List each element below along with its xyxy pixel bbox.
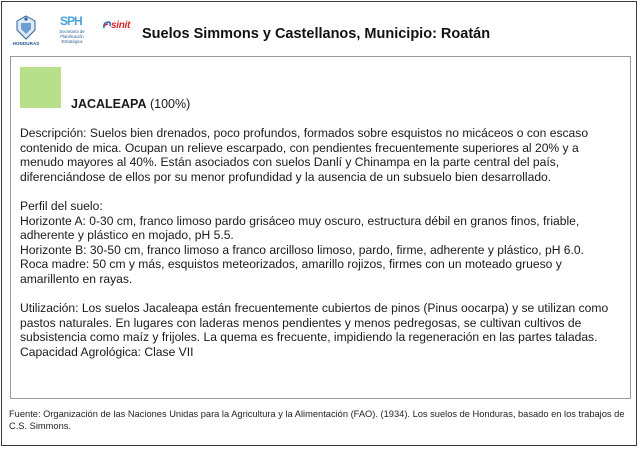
- sinit-logo-text: sinit: [111, 20, 131, 31]
- profile-heading: Perfil del suelo:: [20, 198, 103, 213]
- planning-logo-mark: SPH: [60, 14, 82, 28]
- parent-rock-text: Roca madre: 50 cm y más, esquistos meteorizados, amarillo rojizos, firmes con un moteado grueso y amarillento en rayas.: [20, 257, 562, 286]
- honduras-logo-caption: HONDURAS: [12, 41, 40, 46]
- soil-name-line: [71, 97, 190, 111]
- description-paragraph: Descripción: Suelos bien drenados, poco profundos, formados sobre esquistos no micáceos o con escaso contenido de mica. Ocupan un relieve escarpado, con pendientes frecuentemente superiores al 20% y a menudo mayores al 40%. Están asociados con suelos Danlí y Chinampa en la parte central del país, diferenciándose de ellos por su menor profundidad y la ausencia de un subsuelo bien desarrollado.: [20, 126, 589, 184]
- soil-percent: (100%): [149, 97, 191, 111]
- planning-logo-text: Secretaría de Planificación Estratégica: [59, 29, 85, 44]
- utilization-paragraph: Utilización: Los suelos Jacaleapa están frecuentemente cubiertos de pinos (Pinus oocarpa) y se utilizan como pastos naturales. En lugares con laderas menos pendientes y menos pedregosas, se cultivan cultivos de subsistencia como maíz y frijoles. La quema es frecuente, impidiendo la regeneración en las partes taladas.: [20, 301, 609, 345]
- honduras-seal-logo: [10, 14, 42, 48]
- source-footnote: Fuente: Organización de las Naciones Unidas para la Agricultura y la Alimentación (FAO). (1934). Los suelos de Honduras, basado en los trabajos de C.S. Simmons.: [9, 409, 625, 431]
- page-title: Suelos Simmons y Castellanos, Municipio: Roatán: [142, 26, 491, 42]
- report-header: [2, 2, 636, 56]
- planning-secretariat-logo: [50, 14, 94, 48]
- soil-name: JACALEAPA: [71, 97, 147, 111]
- report-frame: [1, 1, 637, 446]
- soil-description-body: [20, 126, 620, 360]
- agrologic-capacity: Capacidad Agrológica: Clase VII: [20, 344, 194, 359]
- sinit-logo: [102, 14, 142, 48]
- soil-color-swatch: [20, 67, 61, 108]
- horizon-a-text: Horizonte A: 0-30 cm, franco limoso pardo grisáceo muy oscuro, estructura débil en granos finos, friable, adherente y plástico en mojado, pH 5.5.: [20, 213, 580, 243]
- horizon-b-text: Horizonte B: 30-50 cm, franco limoso a franco arcilloso limoso, pardo, firme, adherente y plástico, pH 6.0.: [20, 242, 584, 257]
- logo-strip: [10, 14, 142, 50]
- soil-info-panel: [10, 56, 631, 399]
